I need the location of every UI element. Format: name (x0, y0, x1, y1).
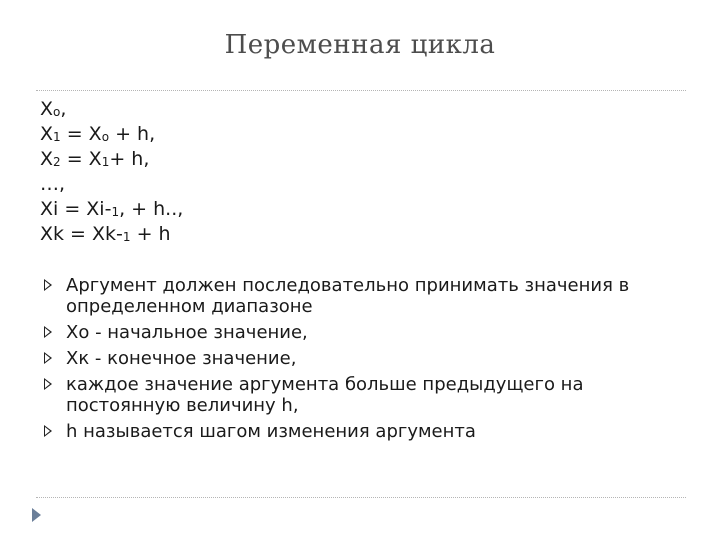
slide-title: Переменная цикла (224, 30, 496, 60)
formula-subscript: 2 (53, 155, 61, 169)
formula-text: , + h.., (119, 198, 184, 220)
triangle-bullet-icon (44, 378, 52, 390)
formula-text: + h (130, 223, 171, 245)
triangle-bullet-icon (44, 425, 52, 437)
formula-subscript: 1 (122, 230, 131, 244)
bullet-text: h называется шагом изменения аргумента (66, 421, 476, 442)
triangle-bullet-icon (44, 326, 52, 338)
formula-text: Xi = Xi- (40, 198, 112, 220)
formula-text: X (40, 148, 54, 170)
formula-text: X (40, 98, 54, 120)
top-divider (36, 90, 686, 91)
formula-text: Xk = Xk- (40, 223, 123, 245)
formula-subscript: 1 (53, 130, 61, 144)
bullet-text: Xк - конечное значение, (66, 348, 297, 369)
formula-line (40, 172, 680, 197)
formula-subscript: o (101, 130, 110, 144)
formula-line (40, 122, 680, 147)
bullet-list (40, 275, 680, 447)
formula-subscript: 1 (101, 155, 110, 169)
triangle-bullet-icon (44, 279, 52, 291)
formula-subscript: o (53, 105, 61, 119)
bullet-text: Аргумент должен последовательно принимать значения в определенном диапазоне (66, 275, 630, 317)
formula-text: + h, (109, 148, 150, 170)
next-slide-arrow-icon[interactable] (32, 508, 41, 522)
bullet-item (40, 421, 680, 442)
formula-line (40, 222, 680, 247)
bottom-divider (36, 497, 686, 498)
bullet-item (40, 322, 680, 343)
formula-text: = X (60, 148, 102, 170)
bullet-item (40, 275, 680, 317)
bullet-text: Xo - начальное значение, (66, 322, 308, 343)
formula-block (40, 97, 680, 247)
bullet-item (40, 374, 680, 416)
formula-text: X (40, 123, 54, 145)
formula-text: …, (40, 173, 66, 195)
formula-line (40, 97, 680, 122)
triangle-bullet-icon (44, 352, 52, 364)
formula-text: = X (60, 123, 102, 145)
formula-text: , (60, 98, 67, 120)
bullet-text: каждое значение аргумента больше предыдущего на постоянную величину h, (66, 374, 584, 416)
formula-line (40, 147, 680, 172)
formula-line (40, 197, 680, 222)
formula-subscript: 1 (111, 205, 120, 219)
bullet-item (40, 348, 680, 369)
formula-text: + h, (109, 123, 156, 145)
